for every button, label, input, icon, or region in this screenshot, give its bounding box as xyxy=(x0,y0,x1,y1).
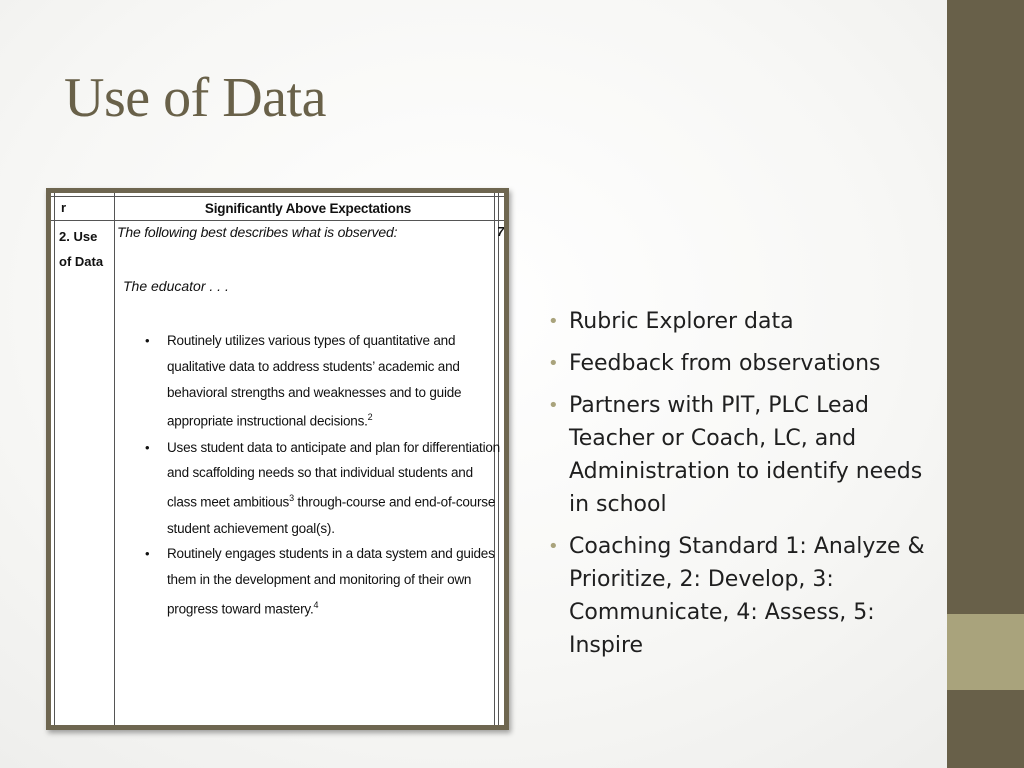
rubric-header-left: r xyxy=(61,200,67,215)
rubric-bullet-item xyxy=(141,328,501,435)
slide-bullet-item xyxy=(548,530,940,662)
bullet-dot-icon: • xyxy=(548,311,559,332)
right-accent-block xyxy=(947,614,1024,690)
rubric-table xyxy=(51,193,504,725)
slide-bullet-item xyxy=(548,305,940,338)
rubric-educator: The educator . . . xyxy=(123,278,229,294)
bullet-dot-icon: • xyxy=(548,353,559,374)
slide-bullet-list xyxy=(548,305,940,671)
slide-bullet-item xyxy=(548,347,940,380)
bullet-dot-icon: • xyxy=(145,546,150,562)
rubric-image xyxy=(46,188,509,730)
slide-bullet-text: Feedback from observations xyxy=(569,351,881,376)
rubric-bullet-text: Routinely engages students in a data system and guides them in the development and monitoring of their own progress toward mastery. xyxy=(167,546,495,617)
table-border-left xyxy=(54,193,55,725)
footnote-marker: 4 xyxy=(313,599,319,610)
row-label-line-2: of Data xyxy=(59,254,104,269)
rubric-intro: The following best describes what is observed: xyxy=(117,224,398,240)
slide-bullet-item xyxy=(548,389,940,521)
slide-bullet-text: Rubric Explorer data xyxy=(569,309,794,334)
footnote-marker: 2 xyxy=(367,412,373,423)
bullet-dot-icon: • xyxy=(145,333,150,348)
table-header-divider xyxy=(51,220,504,221)
rubric-bullet-list xyxy=(141,328,501,622)
rubric-bullet-item xyxy=(141,435,501,542)
rubric-bullet-text-continued: through-course and end-of-course student achievement goal(s). xyxy=(167,494,496,536)
slide-title: Use of Data xyxy=(64,67,326,129)
slide-bullet-text: Coaching Standard 1: Analyze & Prioritize, 2: Develop, 3: Communicate, 4: Assess, 5: Inspire xyxy=(569,534,925,658)
bullet-dot-icon: • xyxy=(548,536,559,557)
slide-bullet-text: Partners with PIT, PLC Lead Teacher or Coach, LC, and Administration to identify needs in school xyxy=(569,393,923,517)
table-column-divider xyxy=(114,193,115,725)
rubric-bullet-text: Uses student data to anticipate and plan for differentiation and scaffolding needs so that individual students and class meet ambitious xyxy=(167,439,500,510)
rubric-bullet-text: Routinely utilizes various types of quantitative and qualitative data to address students’ academic and behavioral strengths and weaknesses and to guide appropriate instructional decisions. xyxy=(167,333,462,429)
row-label-line-1: 2. Use xyxy=(59,229,98,244)
bullet-dot-icon: • xyxy=(548,395,559,416)
table-border-top xyxy=(51,196,504,197)
rubric-edge-mark: 7 xyxy=(497,224,505,239)
rubric-bullet-item xyxy=(141,541,501,622)
bullet-dot-icon: • xyxy=(145,439,150,455)
rubric-row-label xyxy=(59,224,114,274)
rubric-header: Significantly Above Expectations xyxy=(204,201,412,216)
footnote-marker: 3 xyxy=(289,493,294,504)
